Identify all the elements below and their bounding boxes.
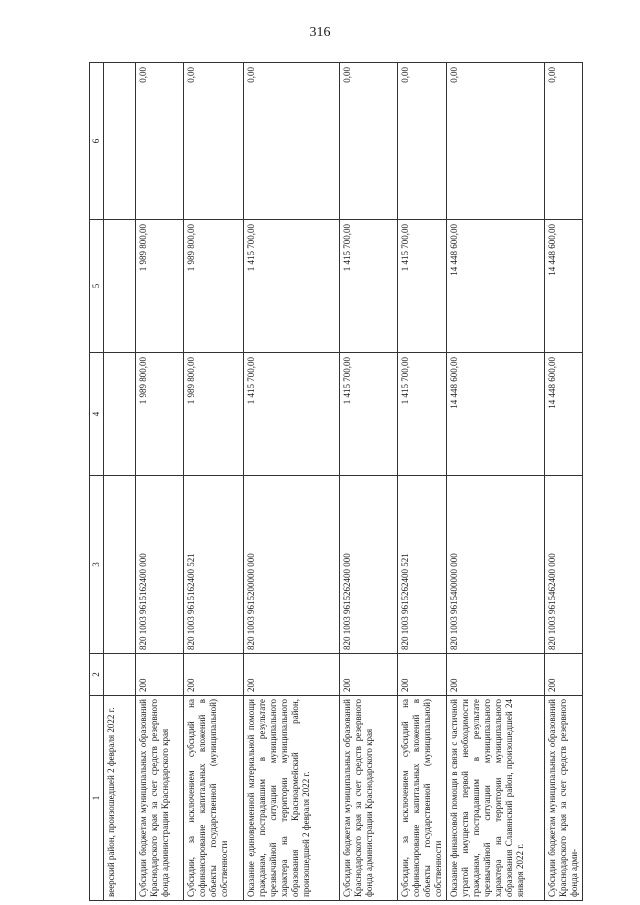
- table-row: [184, 63, 244, 901]
- table-row: [244, 63, 340, 901]
- amount-cell: 1 415 700,00: [244, 220, 340, 353]
- table-row: [104, 63, 136, 901]
- amount-cell: 14 448 600,00: [544, 220, 582, 353]
- amount-cell: [104, 353, 136, 476]
- description-cell: Субсидии бюджетам муниципальных образований Краснодарского края за счет средств резервного фонда администрации Краснодарского края: [340, 696, 398, 901]
- amount-cell: 0,00: [244, 63, 340, 220]
- header-cell: 3: [90, 476, 104, 654]
- amount-cell: 14 448 600,00: [544, 353, 582, 476]
- amount-cell: 1 415 700,00: [244, 353, 340, 476]
- header-cell: 5: [90, 220, 104, 353]
- amount-cell: 0,00: [136, 63, 184, 220]
- header-cell: 4: [90, 353, 104, 476]
- description-cell: Субсидии бюджетам муниципальных образований Краснодарского края за счет средств резервного фонда администрации Краснодарского края: [136, 696, 184, 901]
- classification-code-cell: 820 1003 9615262400 000: [340, 476, 398, 654]
- header-cell: 1: [90, 696, 104, 901]
- code-cell: 200: [340, 654, 398, 696]
- table-row: [398, 63, 447, 901]
- description-cell: Субсидии, за исключением субсидий на софинансирование капитальных вложений в объекты государственной (муниципальной) собственности: [184, 696, 244, 901]
- classification-code-cell: [104, 476, 136, 654]
- amount-cell: 1 415 700,00: [398, 353, 447, 476]
- code-cell: 200: [544, 654, 582, 696]
- amount-cell: 1 989 800,00: [136, 353, 184, 476]
- amount-cell: 0,00: [184, 63, 244, 220]
- amount-cell: 0,00: [446, 63, 544, 220]
- code-cell: [104, 654, 136, 696]
- code-cell: 200: [446, 654, 544, 696]
- description-cell: веерский район, произошедшей 2 февраля 2022 г.: [104, 696, 136, 901]
- table-row: [544, 63, 582, 901]
- amount-cell: 0,00: [398, 63, 447, 220]
- amount-cell: 14 448 600,00: [446, 220, 544, 353]
- code-cell: 200: [244, 654, 340, 696]
- code-cell: 200: [184, 654, 244, 696]
- amount-cell: 1 989 800,00: [136, 220, 184, 353]
- description-cell: Субсидии, за исключением субсидий на софинансирование капитальных вложений в объекты государственной (муниципальной) собственности: [398, 696, 447, 901]
- amount-cell: [104, 220, 136, 353]
- description-cell: Субсидии бюджетам муниципальных образований Краснодарского края за счет средств резервного фонда адми-: [544, 696, 582, 901]
- amount-cell: 1 415 700,00: [398, 220, 447, 353]
- classification-code-cell: 820 1003 9615162400 000: [136, 476, 184, 654]
- budget-table: [89, 62, 583, 901]
- header-cell: 2: [90, 654, 104, 696]
- header-cell: 6: [90, 63, 104, 220]
- description-cell: Оказание финансовой помощи в связи с частичной утратой имущества первой необходимости гражданам, пострадавшим в результате чрезвычайной ситуации муниципального характера на территории муниципального образования Славянский район, произошедшей 24 января 2022 г.: [446, 696, 544, 901]
- classification-code-cell: 820 1003 9615400000 000: [446, 476, 544, 654]
- table-row: [446, 63, 544, 901]
- table-row: [136, 63, 184, 901]
- amount-cell: 1 415 700,00: [340, 353, 398, 476]
- amount-cell: 1 989 800,00: [184, 220, 244, 353]
- amount-cell: 0,00: [340, 63, 398, 220]
- rotated-table-container: [89, 63, 579, 901]
- classification-code-cell: 820 1003 9615262400 521: [398, 476, 447, 654]
- classification-code-cell: 820 1003 9615462400 000: [544, 476, 582, 654]
- code-cell: 200: [398, 654, 447, 696]
- amount-cell: [104, 63, 136, 220]
- page-number: 316: [309, 25, 331, 40]
- amount-cell: 0,00: [544, 63, 582, 220]
- description-cell: Оказание единовременной материальной помощи гражданам, пострадавшим в результате чрезвычайной ситуации муниципального характера на территории муниципального образования Красноармейский район, произошедшей 2 февраля 2022 г.: [244, 696, 340, 901]
- amount-cell: 1 415 700,00: [340, 220, 398, 353]
- classification-code-cell: 820 1003 9615162400 521: [184, 476, 244, 654]
- amount-cell: 14 448 600,00: [446, 353, 544, 476]
- classification-code-cell: 820 1003 9615200000 000: [244, 476, 340, 654]
- amount-cell: 1 989 800,00: [184, 353, 244, 476]
- code-cell: 200: [136, 654, 184, 696]
- header-row: [90, 63, 104, 901]
- table-row: [340, 63, 398, 901]
